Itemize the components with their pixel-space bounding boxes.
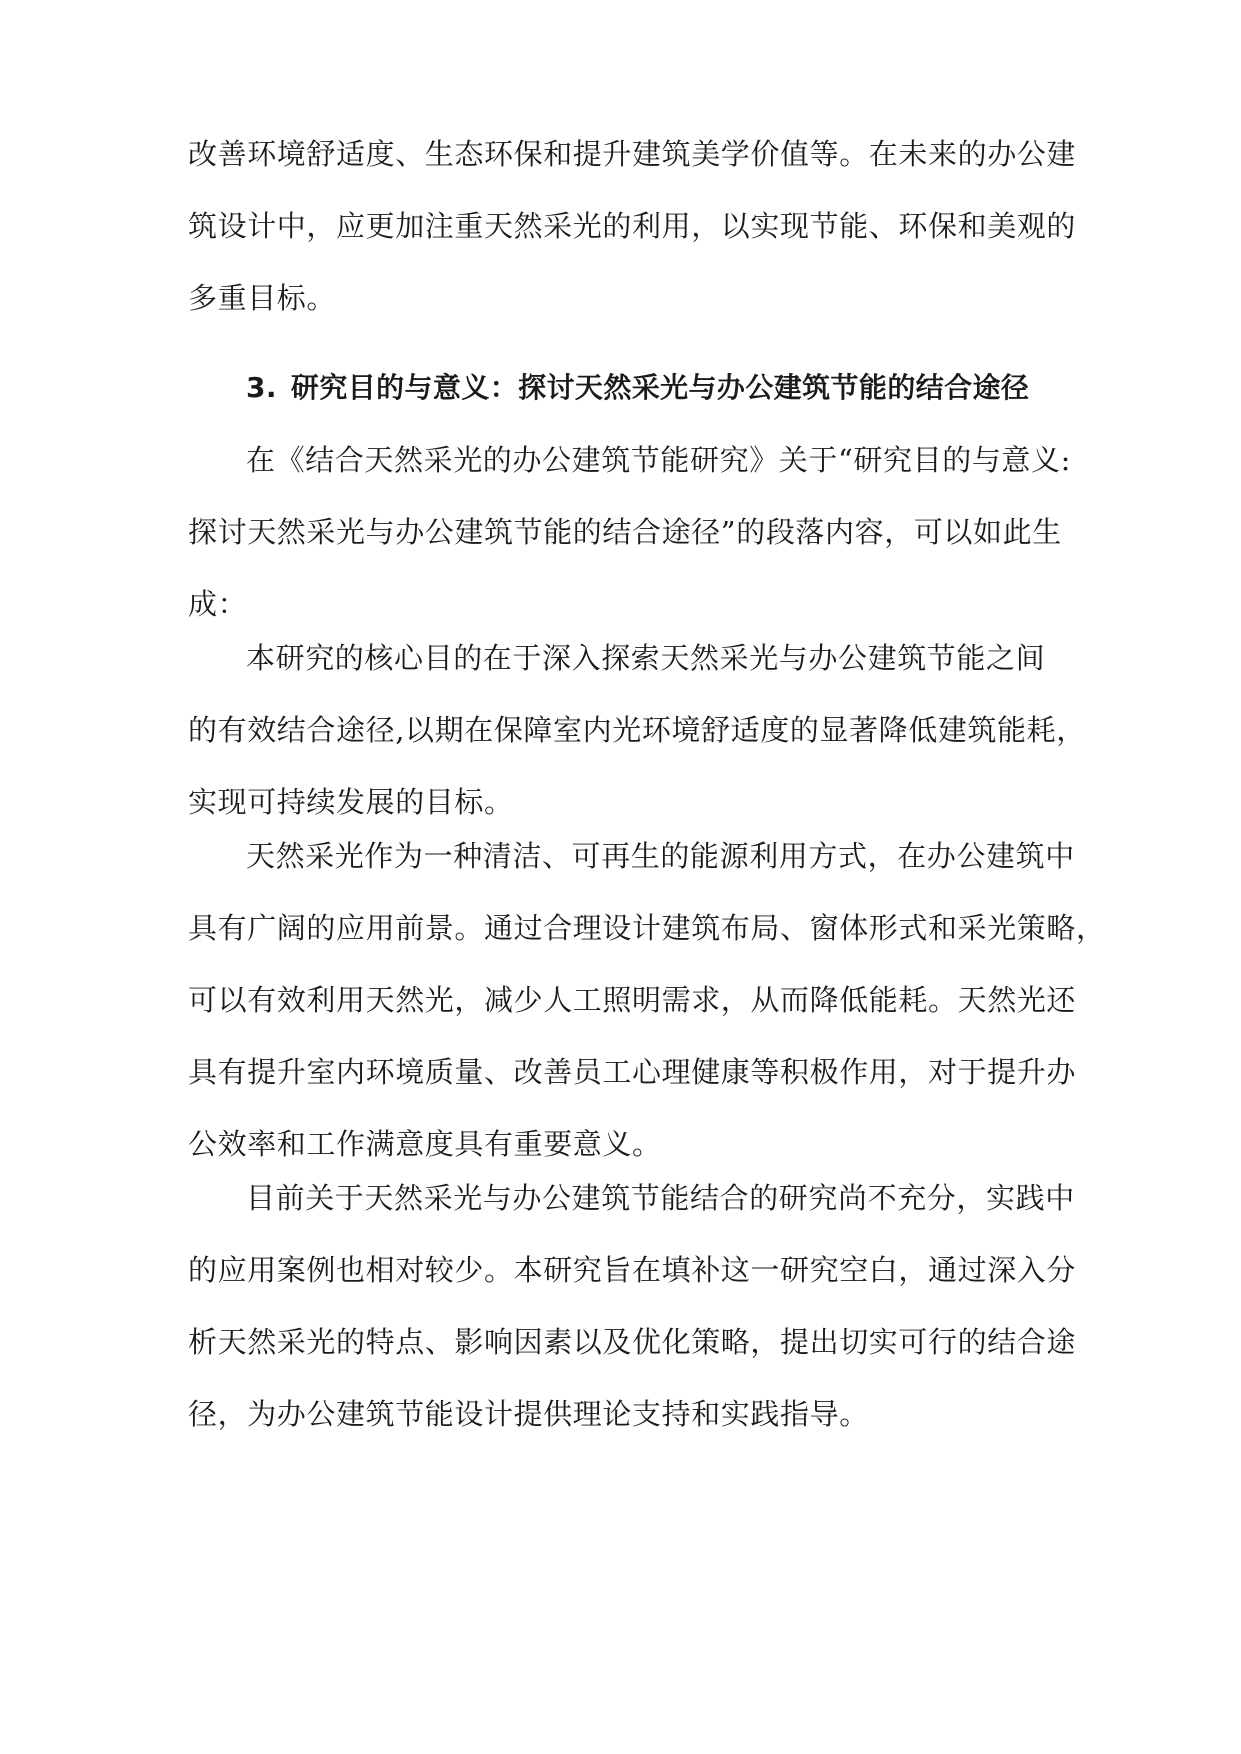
paragraph-line: 实现可持续发展的目标。 bbox=[188, 785, 514, 819]
section-heading bbox=[188, 352, 1058, 424]
paragraph-line: 目前关于天然采光与办公建筑节能结合的研究尚不充分，实践中 bbox=[246, 1181, 1075, 1215]
paragraph bbox=[188, 424, 1071, 640]
paragraph-line: 径，为办公建筑节能设计提供理论支持和实践指导。 bbox=[188, 1397, 869, 1431]
paragraph-line: 具有广阔的应用前景。通过合理设计建筑布局、窗体形式和采光策略， bbox=[188, 911, 1106, 945]
paragraph-line: 筑设计中，应更加注重天然采光的利用，以实现节能、环保和美观的 bbox=[188, 209, 1077, 243]
paragraph-line: 探讨天然采光与办公建筑节能的结合途径”的段落内容，可以如此生 bbox=[188, 515, 1062, 549]
paragraph-line: 的应用案例也相对较少。本研究旨在填补这一研究空白，通过深入分 bbox=[188, 1253, 1077, 1287]
paragraph-line: 成： bbox=[188, 587, 248, 621]
paragraph bbox=[188, 118, 1077, 334]
section-number: 3. bbox=[246, 371, 277, 404]
paragraph bbox=[188, 820, 1106, 1180]
paragraph bbox=[188, 622, 1086, 838]
paragraph-line: 公效率和工作满意度具有重要意义。 bbox=[188, 1127, 662, 1161]
paragraph-line: 的有效结合途径,以期在保障室内光环境舒适度的显著降低建筑能耗， bbox=[188, 713, 1086, 747]
paragraph-line: 改善环境舒适度、生态环保和提升建筑美学价值等。在未来的办公建 bbox=[188, 137, 1077, 171]
section-title: 研究目的与意义：探讨天然采光与办公建筑节能的结合途径 bbox=[290, 371, 1030, 404]
paragraph-line: 具有提升室内环境质量、改善员工心理健康等积极作用，对于提升办 bbox=[188, 1055, 1077, 1089]
paragraph-line: 天然采光作为一种清洁、可再生的能源利用方式，在办公建筑中 bbox=[246, 839, 1075, 873]
paragraph-line: 多重目标。 bbox=[188, 281, 337, 315]
paragraph-line: 析天然采光的特点、影响因素以及优化策略，提出切实可行的结合途 bbox=[188, 1325, 1077, 1359]
paragraph-line: 本研究的核心目的在于深入探索天然采光与办公建筑节能之间 bbox=[246, 641, 1046, 675]
paragraph-line: 在《结合天然采光的办公建筑节能研究》关于“研究目的与意义: bbox=[246, 443, 1071, 477]
paragraph-line: 可以有效利用天然光，减少人工照明需求，从而降低能耗。天然光还 bbox=[188, 983, 1077, 1017]
paragraph bbox=[188, 1162, 1077, 1450]
